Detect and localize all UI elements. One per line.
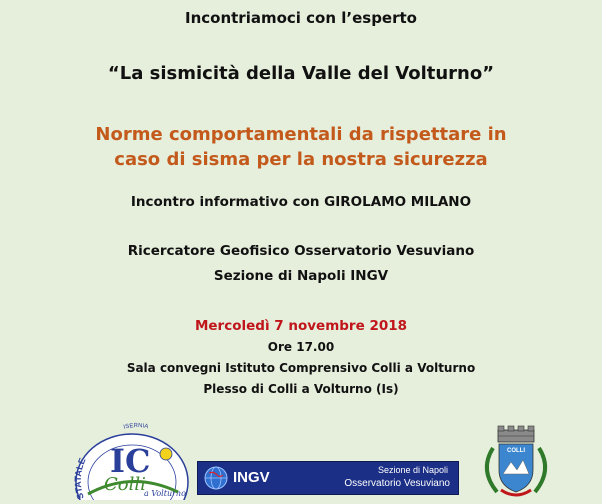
sun-icon <box>160 448 172 460</box>
municipal-crest <box>471 424 561 500</box>
school-logo-arc-top: ISERNIA <box>122 423 149 431</box>
speaker-role: Ricercatore Geofisico Osservatorio Vesuviano <box>127 243 475 259</box>
school-logo-arc-left: STATALE <box>72 456 88 500</box>
ingv-logo-line-2: Osservatorio Vesuviano <box>344 478 450 489</box>
speaker-intro: Incontro informativo con GIROLAMO MILANO <box>130 194 472 210</box>
school-logo-name-rest: a Volturno <box>144 489 186 498</box>
event-venue: Sala convegni Istituto Comprensivo Colli a Volturno <box>126 361 476 375</box>
event-kicker: Incontriamoci con l’esperto <box>185 9 417 27</box>
subtitle-line-2: caso di sisma per la nostra sicurezza <box>114 149 488 170</box>
event-location: Plesso di Colli a Volturno (Is) <box>203 382 399 396</box>
talk-title: “La sismicità della Valle del Volturno” <box>107 63 495 84</box>
ingv-logo <box>197 461 459 495</box>
globe-icon <box>204 466 228 490</box>
ingv-logo-name: INGV <box>233 469 270 486</box>
school-logo-initials: IC <box>110 442 151 480</box>
speaker-section: Sezione di Napoli INGV <box>213 268 389 284</box>
subtitle-line-1: Norme comportamentali da rispettare in <box>95 124 507 145</box>
crest-label: COLLI <box>507 448 525 454</box>
event-date: Mercoledì 7 novembre 2018 <box>194 318 408 334</box>
crown-icon <box>498 426 534 442</box>
ingv-logo-line-1: Sezione di Napoli <box>377 465 448 475</box>
school-logo-name: Colli <box>104 474 146 495</box>
school-logo <box>66 420 196 500</box>
event-time: Ore 17.00 <box>267 340 335 354</box>
